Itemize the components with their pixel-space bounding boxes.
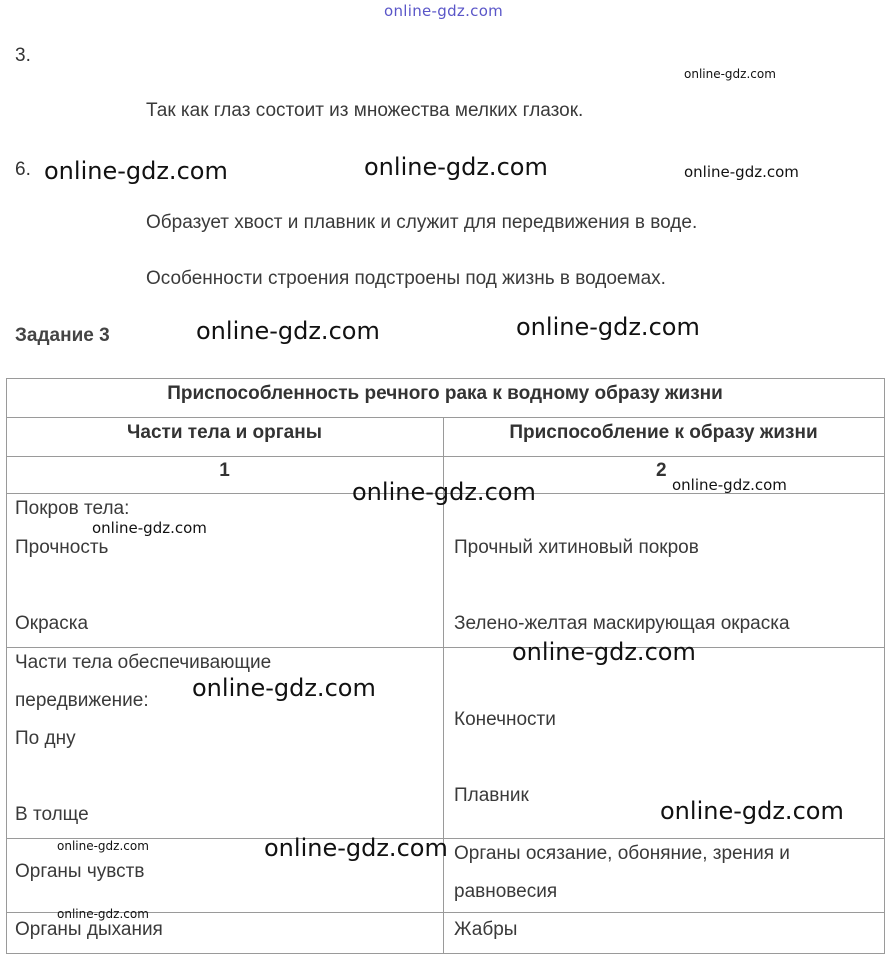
watermark: online-gdz.com <box>660 797 844 825</box>
table-cell: Конечности <box>454 709 556 730</box>
watermark: online-gdz.com <box>196 317 380 345</box>
watermark: online-gdz.com <box>516 313 700 341</box>
watermark: online-gdz.com <box>684 163 799 181</box>
table-cell: Прочный хитиновый покров <box>454 537 699 558</box>
table-caption: Приспособленность речного рака к водному образу жизни <box>167 383 723 404</box>
table-cell: Органы осязание, обоняние, зрения и <box>454 843 790 864</box>
question-6-line-2: Особенности строения подстроены под жизнь в водоемах. <box>146 268 666 289</box>
table-header-right: Приспособление к образу жизни <box>509 422 818 443</box>
watermark: online-gdz.com <box>57 907 149 921</box>
watermark: online-gdz.com <box>352 478 536 506</box>
table-cell: Покров тела: <box>15 498 130 519</box>
watermark: online-gdz.com <box>44 157 228 185</box>
task-3-title: Задание 3 <box>15 325 110 346</box>
table-cell: Зелено-желтая маскирующая окраска <box>454 613 790 634</box>
table-cell: Жабры <box>454 919 518 940</box>
watermark: online-gdz.com <box>192 674 376 702</box>
watermark: online-gdz.com <box>264 834 448 862</box>
table-cell: Прочность <box>15 537 109 558</box>
watermark: online-gdz.com <box>364 153 548 181</box>
col-number-2: 2 <box>656 460 667 481</box>
watermark: online-gdz.com <box>92 519 207 537</box>
table-cell: Органы дыхания <box>15 919 163 940</box>
table-cell: В толще <box>15 804 89 825</box>
table-cell: Окраска <box>15 613 89 634</box>
table-cell: Плавник <box>454 785 529 806</box>
watermark: online-gdz.com <box>512 638 696 666</box>
table-cell: Органы чувств <box>15 861 145 882</box>
table-cell: Части тела обеспечивающие <box>15 652 272 673</box>
col-number-1: 1 <box>219 460 230 481</box>
table-cell: По дну <box>15 728 76 749</box>
question-3-answer: Так как глаз состоит из множества мелких глазок. <box>146 100 584 121</box>
question-6-line-1: Образует хвост и плавник и служит для передвижения в воде. <box>146 212 698 233</box>
question-6-number: 6. <box>15 159 31 180</box>
table-cell: передвижение: <box>15 690 149 711</box>
table-cell: равновесия <box>454 881 558 902</box>
question-3-number: 3. <box>15 45 31 66</box>
top-watermark: online-gdz.com <box>384 2 504 20</box>
table-header-left: Части тела и органы <box>127 422 322 443</box>
watermark: online-gdz.com <box>57 839 149 853</box>
watermark: online-gdz.com <box>684 67 776 81</box>
watermark: online-gdz.com <box>672 476 787 494</box>
